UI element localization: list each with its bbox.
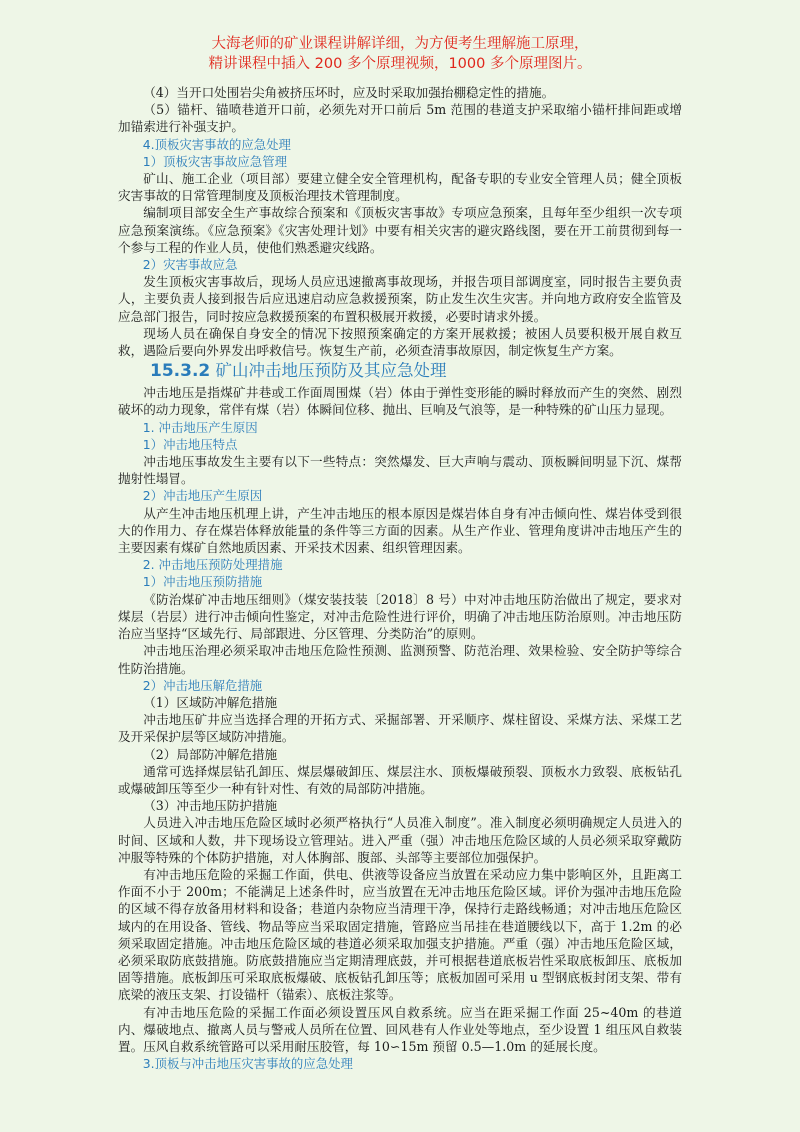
document-body	[118, 84, 682, 1072]
paragraph: 冲击地压事故发生主要有以下一些特点：突然爆发、巨大声响与震动、顶板瞬间明显下沉、煤帮抛射性塌冒。	[118, 454, 682, 487]
paragraph: 编制项目部安全生产事故综合预案和《顶板灾害事故》专项应急预案，且每年至少组织一次专项应急预案演练。《应急预案》《灾害处理计划》中要有相关灾害的避灾路线图，要在开工前贯彻到每一个参与工程的作业人员，使他们熟悉避灾线路。	[118, 205, 682, 255]
subheading: 1）冲击地压预防措施	[142, 574, 263, 590]
section-title: 矿山冲击地压预防及其应急处理	[210, 361, 447, 381]
paragraph: 《防治煤矿冲击地压细则》（煤安装技装〔2018〕8 号）中对冲击地压防治做出了规定，要求对煤层（岩层）进行冲击倾向性鉴定，对冲击危险性进行评价，明确了冲击地压防治原则。冲击地压防治应当坚持“区域先行、局部跟进、分区管理、分类防治”的原则。	[118, 591, 682, 642]
subheading: 1. 冲击地压产生原因	[142, 419, 258, 435]
paragraph: 矿山、施工企业（项目部）要建立健全安全管理机构，配备专职的专业安全管理人员；健全顶板灾害事故的日常管理制度及顶板治理技术管理制度。	[118, 171, 682, 204]
section-heading	[118, 360, 682, 382]
paragraph: （2）局部防冲解危措施	[143, 746, 278, 762]
paragraph: （4）当开口处围岩尖角被挤压坏时，应及时采取加强抬棚稳定性的措施。	[143, 85, 555, 100]
subheading: 2. 冲击地压预防处理措施	[142, 557, 283, 573]
paragraph: 冲击地压治理必须采取冲击地压危险性预测、监测预警、防范治理、效果检验、安全防护等综合性防治措施。	[118, 643, 682, 676]
section-number: 15.3.2	[150, 361, 211, 382]
paragraph: 通常可选择煤层钻孔卸压、煤层爆破卸压、煤层注水、顶板爆破预裂、顶板水力致裂、底板钻孔或爆破卸压等至少一种有针对性、有效的局部防冲措施。	[118, 763, 682, 796]
paragraph: （3）冲击地压防护措施	[143, 798, 278, 814]
subheading: 2）冲击地压解危措施	[142, 677, 263, 693]
paragraph: 现场人员在确保自身安全的情况下按照预案确定的方案开展救援；被困人员要积极开展自救互救，遇险后要向外界发出呼救信号。恢复生产前，必须查清事故原因，制定恢复生产方案。	[118, 325, 682, 359]
paragraph: 人员进入冲击地压危险区域时必须严格执行“人员准入制度”。准入制度必须明确规定人员进入的时间、区域和人数，井下现场设立管理站。进入严重（强）冲击地压危险区域的人员必须采取穿戴防冲服等特殊的个体防护措施，对人体胸部、腹部、头部等主要部位加强保护。	[118, 815, 682, 865]
paragraph: 发生顶板灾害事故后，现场人员应迅速撤离事故现场，并报告项目部调度室，同时报告主要负责人，主要负责人接到报告后应迅速启动应急救援预案，防止发生次生灾害。并向地方政府安全监管及应急部门报告，同时按应急救援预案的布置积极展开救援，必要时请求外援。	[118, 274, 682, 324]
paragraph: 从产生冲击地压机理上讲，产生冲击地压的根本原因是煤岩体自身有冲击倾向性、煤岩体受到很大的作用力、存在煤岩体释放能量的条件等三方面的因素。从生产作业、管理角度讲冲击地压产生的主要因素有煤矿自然地质因素、开采技术因素、组织管理因素。	[118, 505, 682, 556]
subheading: 2）冲击地压产生原因	[142, 488, 263, 504]
subheading: 3.顶板与冲击地压灾害事故的应急处理	[142, 1056, 353, 1072]
paragraph: 冲击地压是指煤矿井巷或工作面周围煤（岩）体由于弹性变形能的瞬时释放而产生的突然、剧烈破坏的动力现象，常伴有煤（岩）体瞬间位移、抛出、巨响及气浪等，是一种特殊的矿山压力显现。	[118, 385, 682, 418]
paragraph: （5）锚杆、锚喷巷道开口前，必须先对开口前后 5m 范围的巷道支护采取缩小锚杆排间距或增加锚索进行补强支护。	[118, 102, 682, 135]
banner-line-1: 大海老师的矿业课程讲解详细，为方便考生理解施工原理，	[211, 36, 589, 52]
promo-banner	[118, 34, 682, 74]
paragraph: 冲击地压矿井应当选择合理的开拓方式、采掘部署、开采顺序、煤柱留设、采煤方法、采煤工艺及开采保护层等区域防冲措施。	[118, 712, 682, 745]
paragraph: （1）区域防冲解危措施	[143, 694, 278, 710]
subheading: 1）顶板灾害事故应急管理	[142, 153, 287, 169]
banner-line-2: 精讲课程中插入 200 多个原理视频，1000 多个原理图片。	[208, 56, 592, 72]
subheading: 4.顶板灾害事故的应急处理	[142, 136, 291, 152]
subheading: 1）冲击地压特点	[142, 436, 238, 452]
paragraph: 有冲击地压危险的采掘工作面必须设置压风自救系统。应当在距采掘工作面 25~40m 的巷道内、爆破地点、撤离人员与警戒人员所在位置、回风巷有人作业处等地点，至少设置 1 组压风自救装置。压风自救系统管路可以采用耐压胶管，每 10∽15m 预留 0.5—1.0m 的延展长度。	[118, 1004, 682, 1054]
subheading: 2）灾害事故应急	[142, 257, 238, 273]
paragraph: 有冲击地压危险的采掘工作面，供电、供液等设备应当放置在采动应力集中影响区外，且距离工作面不小于 200m；不能满足上述条件时，应当放置在无冲击地压危险区域。评价为强冲击地压危险的区域不得存放备用材料和设备；巷道内杂物应当清理干净，保持行走路线畅通；对冲击地压危险区域内的在用设备、管线、物品等应当采取固定措施，管路应当吊挂在巷道腰线以下，高于 1.2m 的必须采取固定措施。冲击地压危险区域的巷道必须采取加强支护措施。严重（强）冲击地压危险区域，必须采取防底鼓措施。防底鼓措施应当定期清理底鼓，并可根据巷道底板岩性采取底板卸压、底板加固等措施。底板卸压可采取底板爆破、底板钻孔卸压等；底板加固可采用 u 型钢底板封闭支架、带有底梁的液压支架、打设锚杆（锚索）、底板注浆等。	[118, 866, 682, 1003]
